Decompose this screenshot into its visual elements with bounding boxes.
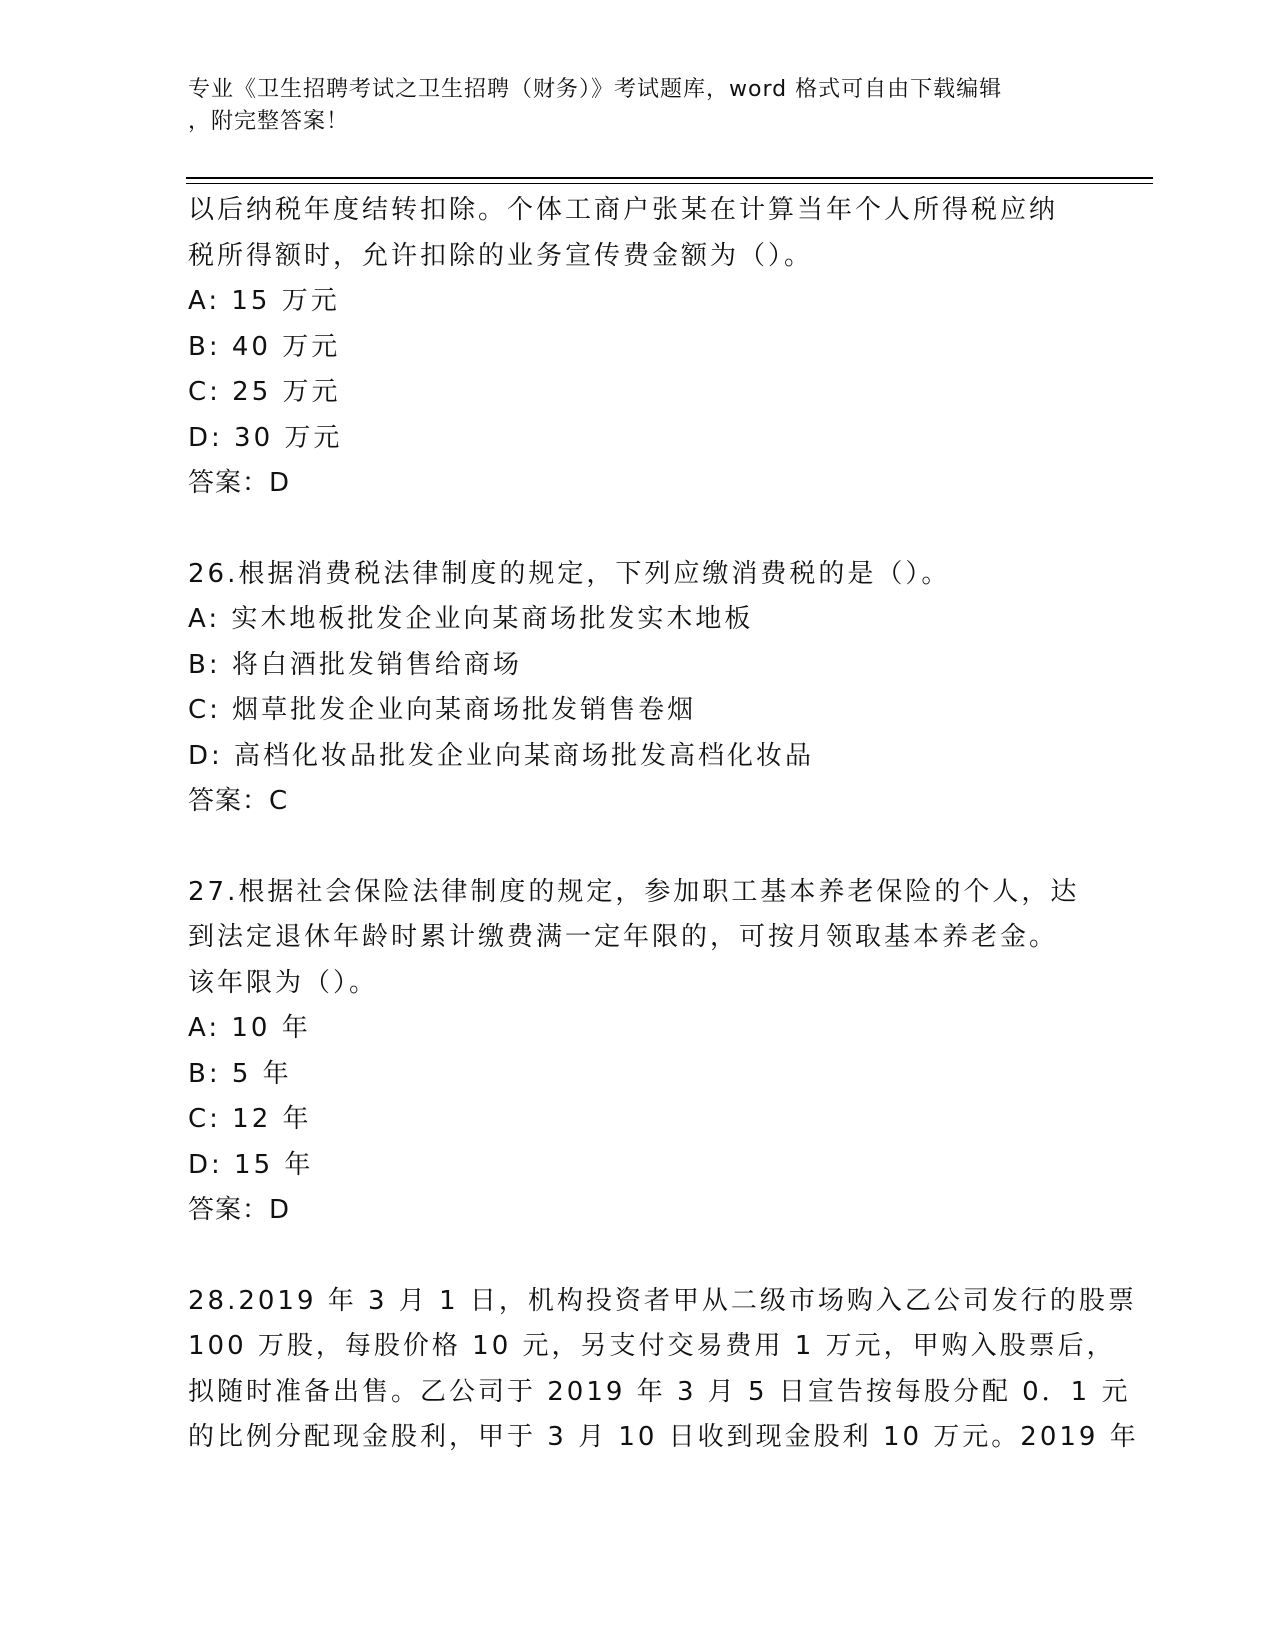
question-stem-line: 以后纳税年度结转扣除。个体工商户张某在计算当年个人所得税应纳: [188, 195, 1059, 225]
option-c: C: 12 年: [188, 1104, 312, 1134]
question-stem-line: 税所得额时，允许扣除的业务宣传费金额为（）。: [188, 240, 814, 271]
option-a: A: 实木地板批发企业向某商场批发实木地板: [188, 604, 754, 634]
question-25: [188, 188, 1088, 507]
option-b: B: 将白酒批发销售给商场: [188, 649, 522, 680]
header-line-1: 专业《卫生招聘考试之卫生招聘（财务）》考试题库，word 格式可自由下载编辑: [188, 77, 1003, 102]
question-stem-line: 27.根据社会保险法律制度的规定，参加职工基本养老保险的个人，达: [188, 876, 1080, 907]
answer-label: 答案：D: [188, 1195, 291, 1225]
spacer: [188, 1234, 1088, 1279]
option-c: C: 25 万元: [188, 377, 341, 407]
option-d: D: 15 年: [188, 1149, 314, 1180]
header-rule-thin: [186, 183, 1153, 184]
option-d: D: 30 万元: [188, 422, 343, 453]
question-stem-line: 该年限为（）。: [188, 967, 379, 998]
header-rule-thick: [186, 177, 1153, 179]
question-list: [188, 188, 1139, 1461]
spacer: [188, 825, 1088, 870]
option-c: C: 烟草批发企业向某商场批发销售卷烟: [188, 695, 697, 725]
question-28: [188, 1279, 1139, 1461]
option-b: B: 5 年: [188, 1058, 292, 1089]
spacer: [188, 507, 1088, 552]
question-stem-line: 到法定退休年龄时累计缴费满一定年限的，可按月领取基本养老金。: [188, 922, 1059, 952]
option-a: A: 10 年: [188, 1013, 311, 1043]
document-header: [188, 74, 1088, 138]
option-d: D: 高档化妆品批发企业向某商场批发高档化妆品: [188, 740, 815, 771]
question-26: [188, 552, 1088, 825]
question-stem-line: 100 万股，每股价格 10 元，另支付交易费用 1 万元，甲购入股票后，: [188, 1331, 1116, 1361]
question-stem-line: 拟随时准备出售。乙公司于 2019 年 3 月 5 日宣告按每股分配 0．1 元: [188, 1376, 1131, 1407]
question-27: [188, 870, 1088, 1234]
question-stem-line: 26.根据消费税法律制度的规定，下列应缴消费税的是（）。: [188, 558, 951, 589]
header-line-2: ，附完整答案！: [188, 109, 350, 134]
answer-label: 答案：C: [188, 786, 289, 816]
question-stem-line: 的比例分配现金股利，甲于 3 月 10 日收到现金股利 10 万元。2019 年: [188, 1422, 1139, 1452]
question-stem-line: 28.2019 年 3 月 1 日，机构投资者甲从二级市场购入乙公司发行的股票: [188, 1285, 1137, 1316]
answer-label: 答案：D: [188, 468, 291, 498]
option-b: B: 40 万元: [188, 331, 341, 362]
option-a: A: 15 万元: [188, 286, 340, 316]
